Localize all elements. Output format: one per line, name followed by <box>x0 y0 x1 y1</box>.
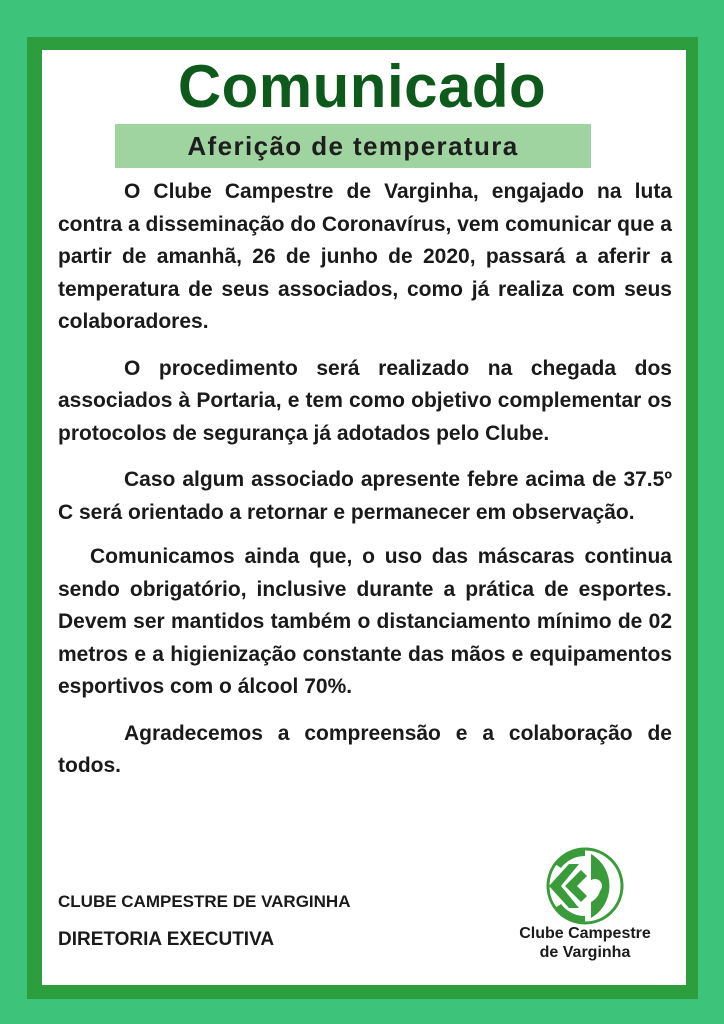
subtitle: Aferição de temperatura <box>187 131 519 161</box>
logo-text-line2: de Varginha <box>539 944 631 961</box>
paragraph-3: Caso algum associado apresente febre acima de 37.5º C será orientado a retornar e permanecer em observação. <box>58 468 672 524</box>
page-title: Comunicado <box>177 53 547 120</box>
notice-body <box>58 176 672 783</box>
paragraph-4: Comunicamos ainda que, o uso das máscaras continua sendo obrigatório, inclusive durante a prática de esportes. Devem ser mantidos também o distanciamento mínimo de 02 metros e a higienização constante das mãos e equipamentos esportivos com o álcool 70%. <box>58 545 672 698</box>
club-logo-text <box>500 924 670 962</box>
signature-club: CLUBE CAMPESTRE DE VARGINHA <box>58 892 351 911</box>
signature-board: DIRETORIA EXECUTIVA <box>58 929 275 950</box>
logo-text-line1: Clube Campestre <box>519 925 651 942</box>
paragraph-5: Agradecemos a compreensão e a colaboração de todos. <box>58 721 672 777</box>
club-logo-icon <box>535 846 635 926</box>
paragraph-2: O procedimento será realizado na chegada dos associados à Portaria, e tem como objetivo complementar os protocolos de segurança já adotados pelo Clube. <box>58 356 672 445</box>
paragraph-1: O Clube Campestre de Varginha, engajado na luta contra a disseminação do Coronavírus, vem comunicar que a partir de amanhã, 26 de junho de 2020, passará a aferir a temperatura de seus associados, como já realiza com seus colaboradores. <box>58 180 672 333</box>
